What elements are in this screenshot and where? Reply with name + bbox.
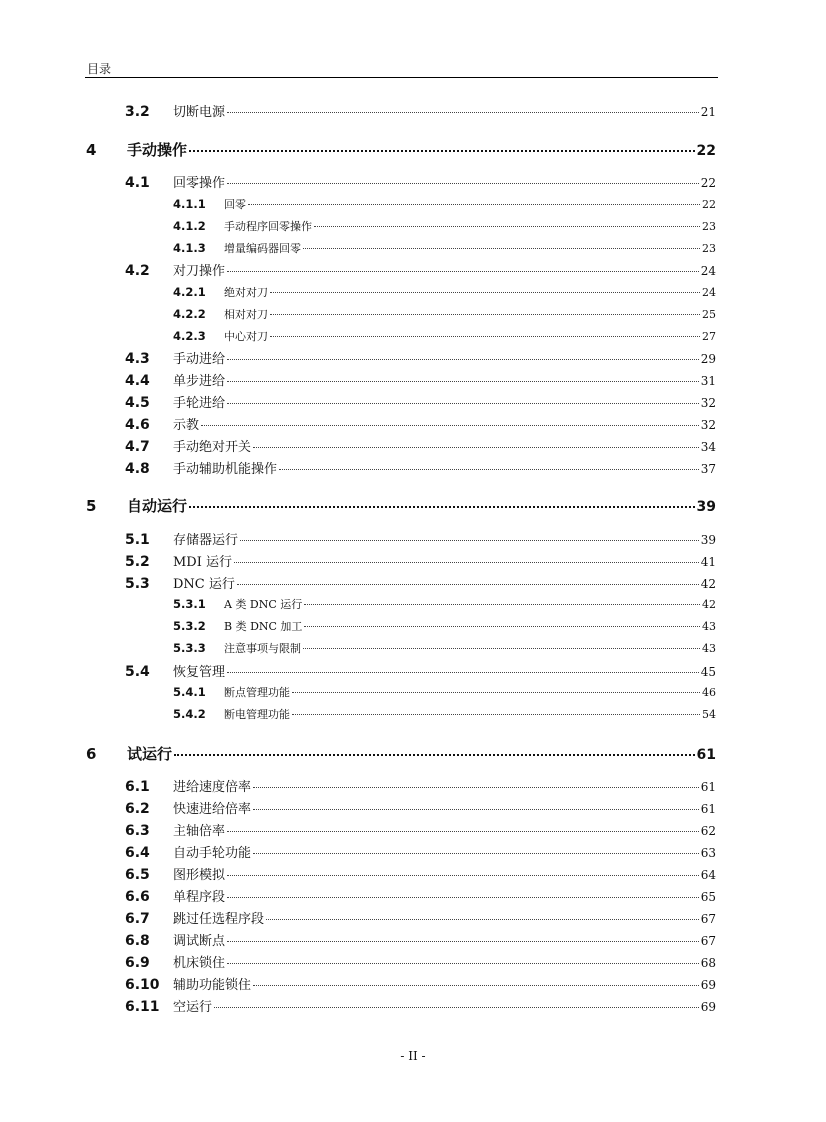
toc-entry-title: MDI 运行	[173, 555, 233, 570]
toc-entry-number: 6.11	[125, 999, 160, 1015]
toc-leader-dots	[214, 1007, 699, 1008]
toc-entry-title: 单程序段	[173, 890, 226, 905]
toc-subentry-title: 注意事项与限制	[224, 642, 301, 655]
toc-entry-page: 63	[700, 846, 716, 860]
toc-subentry[interactable]	[173, 596, 716, 612]
toc-subentry-title: 回零	[224, 198, 246, 211]
toc-chapter-number: 6	[86, 745, 97, 763]
toc-subentry[interactable]	[173, 706, 716, 722]
toc-entry-page: 67	[700, 934, 716, 948]
toc-entry[interactable]	[125, 798, 716, 817]
toc-entry-title: 手轮进给	[173, 396, 226, 411]
toc-leader-dots	[227, 183, 699, 184]
toc-entry-page: 61	[700, 802, 716, 816]
toc-leader-dots	[189, 150, 695, 152]
toc-entry[interactable]	[125, 551, 716, 570]
toc-entry[interactable]	[125, 529, 716, 548]
toc-entry[interactable]	[125, 820, 716, 839]
toc-subentry-title: 断电管理功能	[224, 708, 290, 721]
toc-subentry-page: 43	[702, 642, 716, 655]
toc-entry[interactable]	[125, 661, 716, 680]
toc-subentry-page: 46	[702, 686, 716, 699]
toc-entry-number: 4.7	[125, 439, 150, 455]
toc-chapter-page: 22	[696, 143, 716, 159]
toc-entry-number: 4.8	[125, 461, 150, 477]
toc-entry-title: 存储器运行	[173, 533, 239, 548]
toc-leader-dots	[234, 562, 699, 563]
toc-entry[interactable]	[125, 930, 716, 949]
toc-subentry-number: 5.3.2	[173, 619, 206, 633]
toc-entry-page: 21	[700, 105, 716, 119]
toc-entry[interactable]	[125, 996, 716, 1015]
toc-entry-number: 4.1	[125, 175, 150, 191]
toc-leader-dots	[227, 112, 699, 113]
toc-entry-page: 62	[700, 824, 716, 838]
toc-entry-page: 32	[700, 418, 716, 432]
toc-subentry-number: 5.4.2	[173, 707, 206, 721]
toc-leader-dots	[227, 359, 699, 360]
toc-entry-page: 65	[700, 890, 716, 904]
toc-leader-dots	[227, 672, 699, 673]
toc-entry[interactable]	[125, 908, 716, 927]
toc-chapter-number: 5	[86, 497, 97, 515]
toc-entry-page: 37	[700, 462, 716, 476]
toc-subentry-page: 43	[702, 620, 716, 633]
toc-leader-dots	[253, 809, 699, 810]
toc-entry-number: 5.4	[125, 664, 150, 680]
toc-entry-page: 68	[700, 956, 716, 970]
toc-entry[interactable]	[125, 573, 716, 592]
toc-subentry-page: 23	[702, 242, 716, 255]
toc-entry[interactable]	[125, 414, 716, 433]
toc-chapter[interactable]	[86, 139, 716, 160]
toc-entry-number: 4.4	[125, 373, 150, 389]
toc-chapter-page: 61	[696, 747, 716, 763]
toc-subentry[interactable]	[173, 328, 716, 344]
toc-entry-page: 61	[700, 780, 716, 794]
toc-subentry-number: 4.2.3	[173, 329, 206, 343]
toc-subentry-number: 4.2.1	[173, 285, 206, 299]
toc-leader-dots	[189, 506, 695, 508]
toc-entry-title: 调试断点	[173, 934, 226, 949]
toc-entry-title: 辅助功能锁住	[173, 978, 252, 993]
toc-subentry-title: B 类 DNC 加工	[224, 620, 303, 633]
toc-entry-number: 6.10	[125, 977, 160, 993]
toc-subentry-number: 5.3.1	[173, 597, 206, 611]
toc-leader-dots	[237, 584, 699, 585]
toc-leader-dots	[304, 626, 700, 627]
toc-entry-page: 29	[700, 352, 716, 366]
toc-entry-title: 单步进给	[173, 374, 226, 389]
toc-entry-page: 39	[700, 533, 716, 547]
toc-entry-title: 手动进给	[173, 352, 226, 367]
toc-subentry[interactable]	[173, 196, 716, 212]
toc-subentry-page: 42	[702, 598, 716, 611]
toc-entry[interactable]	[125, 886, 716, 905]
toc-leader-dots	[227, 271, 699, 272]
toc-entry-page: 24	[700, 264, 716, 278]
toc-chapter-number: 4	[86, 141, 97, 159]
toc-leader-dots	[253, 985, 699, 986]
toc-leader-dots	[240, 540, 699, 541]
toc-subentry-number: 4.2.2	[173, 307, 206, 321]
toc-entry-page: 45	[700, 665, 716, 679]
toc-entry-page: 67	[700, 912, 716, 926]
toc-subentry-number: 4.1.1	[173, 197, 206, 211]
toc-entry-number: 5.3	[125, 576, 150, 592]
toc-entry-number: 4.2	[125, 263, 150, 279]
toc-entry-number: 3.2	[125, 104, 150, 120]
toc-leader-dots	[248, 204, 700, 205]
toc-entry-title: 进给速度倍率	[173, 780, 252, 795]
toc-leader-dots	[292, 692, 700, 693]
toc-entry-number: 6.8	[125, 933, 150, 949]
toc-entry[interactable]	[125, 370, 716, 389]
toc-subentry[interactable]	[173, 306, 716, 322]
toc-entry-title: 机床锁住	[173, 956, 226, 971]
toc-entry-title: 对刀操作	[173, 264, 226, 279]
toc-entry[interactable]	[125, 458, 716, 477]
toc-leader-dots	[303, 248, 700, 249]
toc-entry[interactable]	[125, 842, 716, 861]
toc-entry-page: 22	[700, 176, 716, 190]
header-label: 目录	[87, 62, 112, 76]
toc-leader-dots	[270, 314, 700, 315]
toc-entry-title: 恢复管理	[173, 665, 226, 680]
toc-entry-title: 空运行	[173, 1000, 213, 1015]
toc-subentry-title: 断点管理功能	[224, 686, 290, 699]
toc-entry[interactable]	[125, 260, 716, 279]
toc-chapter-page: 39	[696, 499, 716, 515]
toc-subentry-title: 中心对刀	[224, 330, 268, 343]
toc-leader-dots	[266, 919, 699, 920]
toc-leader-dots	[227, 831, 699, 832]
toc-subentry[interactable]	[173, 284, 716, 300]
toc-subentry-title: 手动程序回零操作	[224, 220, 312, 233]
toc-entry-page: 69	[700, 1000, 716, 1014]
toc-chapter[interactable]	[86, 495, 716, 516]
toc-leader-dots	[201, 425, 699, 426]
toc-entry-title: 回零操作	[173, 176, 226, 191]
toc-subentry-page: 22	[702, 198, 716, 211]
toc-leader-dots	[303, 648, 700, 649]
toc-subentry-page: 54	[702, 708, 716, 721]
toc-chapter-title: 试运行	[127, 745, 173, 763]
toc-leader-dots	[270, 336, 700, 337]
toc-entry[interactable]	[125, 392, 716, 411]
toc-entry-page: 32	[700, 396, 716, 410]
toc-entry-number: 6.9	[125, 955, 150, 971]
toc-leader-dots	[292, 714, 700, 715]
toc-entry[interactable]	[125, 776, 716, 795]
toc-entry-page: 42	[700, 577, 716, 591]
toc-entry[interactable]	[125, 101, 716, 120]
toc-entry-title: DNC 运行	[173, 577, 235, 592]
toc-entry-page: 34	[700, 440, 716, 454]
toc-subentry-number: 4.1.2	[173, 219, 206, 233]
toc-subentry-number: 4.1.3	[173, 241, 206, 255]
toc-subentry-title: A 类 DNC 运行	[224, 598, 303, 611]
toc-leader-dots	[279, 469, 699, 470]
toc-leader-dots	[227, 963, 699, 964]
toc-subentry-title: 增量编码器回零	[224, 242, 301, 255]
toc-subentry-page: 23	[702, 220, 716, 233]
toc-entry-title: 示教	[173, 418, 200, 433]
toc-leader-dots	[227, 897, 699, 898]
toc-subentry-page: 25	[702, 308, 716, 321]
toc-entry[interactable]	[125, 348, 716, 367]
toc-leader-dots	[270, 292, 700, 293]
toc-entry-title: 手动绝对开关	[173, 440, 252, 455]
toc-entry-page: 64	[700, 868, 716, 882]
toc-leader-dots	[314, 226, 700, 227]
toc-leader-dots	[253, 853, 699, 854]
toc-entry-number: 4.5	[125, 395, 150, 411]
toc-entry-number: 5.1	[125, 532, 150, 548]
toc-subentry[interactable]	[173, 618, 716, 634]
toc-leader-dots	[227, 403, 699, 404]
toc-entry-page: 31	[700, 374, 716, 388]
toc-entry[interactable]	[125, 172, 716, 191]
page-number-footer: - II -	[400, 1049, 426, 1063]
toc-subentry-number: 5.3.3	[173, 641, 206, 655]
toc-entry[interactable]	[125, 436, 716, 455]
toc-leader-dots	[227, 941, 699, 942]
toc-entry-page: 41	[700, 555, 716, 569]
toc-subentry[interactable]	[173, 240, 716, 256]
toc-entry-title: 手动辅助机能操作	[173, 462, 278, 477]
toc-chapter-title: 自动运行	[127, 497, 188, 515]
toc-subentry[interactable]	[173, 640, 716, 656]
toc-leader-dots	[304, 604, 700, 605]
toc-leader-dots	[253, 447, 699, 448]
toc-entry-title: 快速进给倍率	[173, 802, 252, 817]
toc-entry[interactable]	[125, 974, 716, 993]
toc-subentry[interactable]	[173, 684, 716, 700]
toc-entry-number: 4.3	[125, 351, 150, 367]
toc-entry-title: 主轴倍率	[173, 824, 226, 839]
toc-entry[interactable]	[125, 952, 716, 971]
header-divider	[85, 77, 718, 78]
toc-subentry-title: 相对对刀	[224, 308, 268, 321]
toc-leader-dots	[174, 754, 695, 756]
toc-leader-dots	[253, 787, 699, 788]
toc-entry-title: 图形模拟	[173, 868, 226, 883]
toc-entry-page: 69	[700, 978, 716, 992]
toc-entry-number: 5.2	[125, 554, 150, 570]
toc-chapter-title: 手动操作	[127, 141, 188, 159]
toc-subentry-page: 24	[702, 286, 716, 299]
toc-entry-title: 切断电源	[173, 105, 226, 120]
toc-subentry[interactable]	[173, 218, 716, 234]
toc-entry-number: 6.3	[125, 823, 150, 839]
toc-entry-title: 自动手轮功能	[173, 846, 252, 861]
toc-entry-number: 6.5	[125, 867, 150, 883]
toc-entry-number: 6.2	[125, 801, 150, 817]
toc-entry-number: 4.6	[125, 417, 150, 433]
toc-leader-dots	[227, 875, 699, 876]
toc-entry-number: 6.4	[125, 845, 150, 861]
toc-entry-number: 6.1	[125, 779, 150, 795]
toc-entry-number: 6.6	[125, 889, 150, 905]
toc-leader-dots	[227, 381, 699, 382]
toc-subentry-page: 27	[702, 330, 716, 343]
toc-subentry-number: 5.4.1	[173, 685, 206, 699]
toc-entry[interactable]	[125, 864, 716, 883]
toc-entry-number: 6.7	[125, 911, 150, 927]
toc-chapter[interactable]	[86, 743, 716, 764]
toc-entry-title: 跳过任选程序段	[173, 912, 265, 927]
toc-subentry-title: 绝对对刀	[224, 286, 268, 299]
